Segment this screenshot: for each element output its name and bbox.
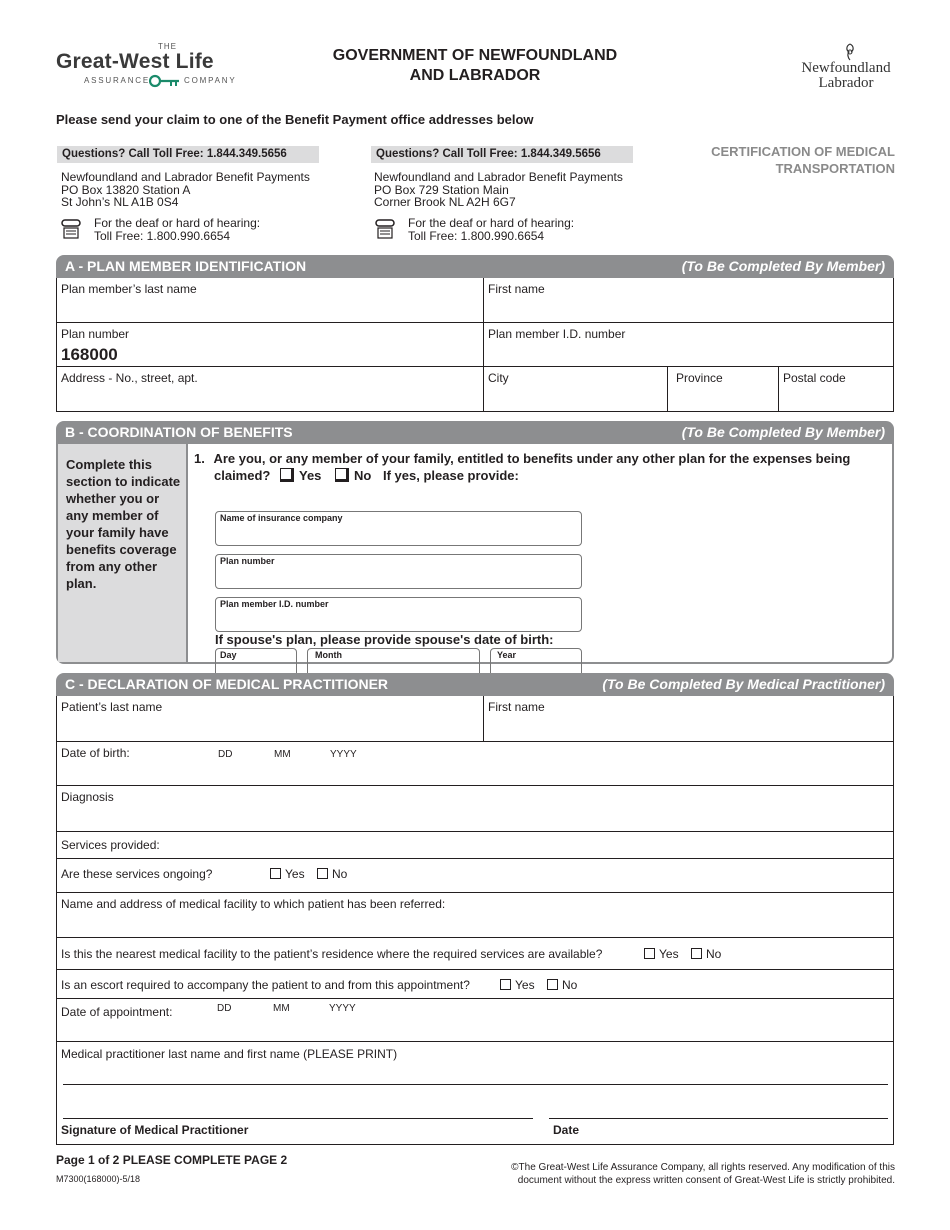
- nearest-yes-checkbox[interactable]: [644, 948, 655, 959]
- tty-icon: [60, 218, 82, 240]
- logo-the: THE: [158, 42, 177, 51]
- other-plan-number-field[interactable]: [215, 554, 582, 589]
- plan-number-value: 168000: [61, 345, 118, 364]
- copyright-line2: document without the express written consent of Great-West Life is strictly prohibited.: [517, 1175, 895, 1186]
- escort-no-label: No: [562, 978, 578, 992]
- nl-logo-line1: Newfoundland: [801, 60, 891, 76]
- first-name-field[interactable]: [484, 278, 894, 323]
- province-label: Province: [676, 371, 723, 385]
- ongoing-yes[interactable]: [270, 867, 305, 881]
- appointment-mm: MM: [273, 1003, 290, 1014]
- address-line3: Corner Brook NL A2H 6G7: [374, 195, 516, 209]
- address-line1: Newfoundland and Labrador Benefit Payments: [374, 170, 623, 184]
- address-line2: PO Box 13820 Station A: [61, 182, 191, 197]
- year-label: Year: [497, 650, 517, 660]
- key-icon: [149, 74, 181, 88]
- address-label: Address - No., street, apt.: [61, 371, 198, 385]
- practitioner-name-label: Medical practitioner last name and first name (PLEASE PRINT): [61, 1047, 398, 1061]
- section-c-header: [56, 673, 894, 696]
- form-code: M7300(168000)-5/18: [56, 1174, 141, 1184]
- nearest-no[interactable]: [691, 947, 721, 961]
- tty-line1: For the deaf or hard of hearing:: [408, 216, 575, 230]
- tty-text: [408, 217, 574, 242]
- member-id-field[interactable]: [484, 323, 894, 367]
- services-row[interactable]: [57, 832, 893, 859]
- section-c-grid: [56, 696, 894, 1145]
- facility-label: Name and address of medical facility to which patient has been referred:: [61, 897, 446, 911]
- gov-line2: AND LABRADOR: [409, 67, 541, 84]
- section-b-body: [56, 444, 894, 664]
- ongoing-yes-label: Yes: [285, 867, 305, 881]
- dob-yyyy: YYYY: [330, 749, 357, 760]
- plan-number-label: Plan number: [61, 327, 130, 341]
- no-checkbox[interactable]: [335, 468, 349, 482]
- cert-line1: CERTIFICATION OF MEDICAL: [711, 144, 895, 159]
- yes-label: Yes: [298, 468, 322, 483]
- section-c: [56, 673, 894, 1145]
- nearest-row: [57, 938, 893, 970]
- office-corner-brook: [371, 146, 651, 243]
- escort-yes[interactable]: [500, 978, 535, 992]
- nearest-no-checkbox[interactable]: [691, 948, 702, 959]
- patient-first-name-field[interactable]: [484, 696, 894, 741]
- tty-line2: Toll Free: 1.800.990.6654: [94, 228, 231, 243]
- date-line[interactable]: [549, 1118, 888, 1119]
- postal-code-field[interactable]: [779, 367, 894, 412]
- section-b-header: [56, 421, 894, 444]
- section-a: [56, 255, 894, 412]
- newfoundland-labrador-logo: [790, 42, 902, 92]
- pitcher-plant-icon: [840, 42, 860, 62]
- escort-no[interactable]: [547, 978, 577, 992]
- member-id-label: Plan member I.D. number: [488, 327, 626, 341]
- dob-dd: DD: [218, 749, 233, 760]
- office-st-johns: [57, 146, 337, 243]
- first-name-label: First name: [488, 282, 545, 296]
- day-label: Day: [220, 650, 237, 660]
- appointment-yyyy: YYYY: [329, 1003, 356, 1014]
- diagnosis-row[interactable]: [57, 786, 893, 832]
- other-member-id-field[interactable]: [215, 597, 582, 632]
- address-field[interactable]: [57, 367, 484, 412]
- tty-text: [94, 217, 260, 242]
- escort-label: Is an escort required to accompany the patient to and from this appointment?: [61, 978, 470, 992]
- dob-mm: MM: [274, 749, 291, 760]
- practitioner-name-field[interactable]: [57, 1042, 893, 1145]
- spouse-dob-instruction: If spouse's plan, please provide spouse's date of birth:: [215, 632, 554, 647]
- address-line3: St John’s NL A1B 0S4: [61, 195, 179, 209]
- section-a-header: [56, 255, 894, 278]
- page-indicator: Page 1 of 2 PLEASE COMPLETE PAGE 2: [56, 1153, 288, 1167]
- section-b: [56, 421, 894, 664]
- patient-last-name-field[interactable]: [57, 696, 484, 741]
- ongoing-label: Are these services ongoing?: [61, 867, 213, 881]
- logo-sub-left: ASSURANCE: [84, 76, 150, 85]
- nearest-label: Is this the nearest medical facility to the patient’s residence where the required services are available?: [61, 947, 603, 961]
- city-field[interactable]: [484, 367, 668, 412]
- tty-line1: For the deaf or hard of hearing:: [94, 216, 261, 230]
- patient-name-row: [57, 696, 893, 742]
- ongoing-no[interactable]: [317, 867, 347, 881]
- copyright-line1: ©The Great-West Life Assurance Company, all rights reserved. Any modification of this: [511, 1162, 895, 1173]
- plan-number-field[interactable]: [57, 323, 484, 367]
- send-instructions: Please send your claim to one of the Benefit Payment office addresses below: [56, 112, 534, 127]
- section-a-title: A - PLAN MEMBER IDENTIFICATION: [65, 258, 307, 274]
- section-b-note: (To Be Completed By Member): [681, 424, 885, 440]
- last-name-field[interactable]: [57, 278, 484, 323]
- copyright-notice: [420, 1161, 895, 1187]
- section-a-note: (To Be Completed By Member): [681, 258, 885, 274]
- yes-option[interactable]: [280, 468, 321, 483]
- insurance-company-label: Name of insurance company: [220, 513, 343, 523]
- office-address: [371, 171, 651, 209]
- dob-row[interactable]: [57, 742, 893, 786]
- appointment-row[interactable]: [57, 999, 893, 1042]
- no-label: No: [354, 468, 372, 483]
- question-line2: claimed?: [214, 468, 271, 483]
- office-address: [57, 171, 337, 209]
- signature-label: Signature of Medical Practitioner: [61, 1123, 249, 1137]
- question-line1: Are you, or any member of your family, entitled to benefits under any other plan for the expenses being: [213, 451, 851, 466]
- month-label: Month: [315, 650, 342, 660]
- tty-line2: Toll Free: 1.800.990.6654: [408, 228, 545, 243]
- logo-name: Great-West Life: [56, 50, 214, 73]
- last-name-label: Plan member’s last name: [61, 282, 197, 296]
- address-line1: Newfoundland and Labrador Benefit Payments: [61, 170, 310, 184]
- cert-line2: TRANSPORTATION: [775, 161, 895, 176]
- escort-yes-checkbox[interactable]: [500, 979, 511, 990]
- section-a-grid: [56, 278, 894, 412]
- ongoing-no-label: No: [332, 867, 348, 881]
- services-label: Services provided:: [61, 838, 160, 852]
- tty-icon: [374, 218, 396, 240]
- province-field[interactable]: [668, 367, 779, 412]
- section-b-sidebar: [58, 444, 188, 662]
- no-option[interactable]: [335, 468, 371, 483]
- coordination-question: [194, 450, 884, 484]
- nl-logo-line2: Labrador: [818, 75, 874, 91]
- ongoing-row: [57, 859, 893, 893]
- appointment-label: Date of appointment:: [61, 1005, 173, 1019]
- gov-line1: GOVERNMENT OF NEWFOUNDLAND: [332, 47, 618, 64]
- toll-free-bar: Questions? Call Toll Free: 1.844.349.5656: [57, 146, 319, 163]
- address-line2: PO Box 729 Station Main: [374, 182, 509, 197]
- nearest-yes-label: Yes: [659, 947, 679, 961]
- signature-line[interactable]: [63, 1118, 533, 1119]
- yes-checkbox[interactable]: [280, 468, 294, 482]
- city-label: City: [488, 371, 509, 385]
- government-title: [300, 46, 650, 86]
- patient-last-name-label: Patient’s last name: [61, 700, 163, 714]
- logo-sub-right: COMPANY: [184, 76, 237, 85]
- escort-yes-label: Yes: [515, 978, 535, 992]
- postal-code-label: Postal code: [783, 371, 846, 385]
- appointment-dd: DD: [217, 1003, 232, 1014]
- patient-first-name-label: First name: [488, 700, 545, 714]
- great-west-life-logo: [56, 42, 278, 90]
- section-c-title: C - DECLARATION OF MEDICAL PRACTITIONER: [65, 676, 389, 692]
- other-member-id-label: Plan member I.D. number: [220, 599, 329, 609]
- facility-row[interactable]: [57, 893, 893, 938]
- nearest-no-label: No: [706, 947, 722, 961]
- ongoing-no-checkbox[interactable]: [317, 868, 328, 879]
- escort-row: [57, 970, 893, 999]
- escort-no-checkbox[interactable]: [547, 979, 558, 990]
- nearest-yes[interactable]: [644, 947, 679, 961]
- dob-label: Date of birth:: [61, 746, 130, 760]
- toll-free-bar: Questions? Call Toll Free: 1.844.349.5656: [371, 146, 633, 163]
- if-yes-text: If yes, please provide:: [383, 468, 519, 483]
- question-number: 1.: [194, 451, 205, 466]
- insurance-company-field[interactable]: [215, 511, 582, 546]
- diagnosis-label: Diagnosis: [61, 790, 114, 804]
- other-plan-number-label: Plan number: [220, 556, 275, 566]
- practitioner-name-line: [63, 1084, 888, 1085]
- section-b-side-text: Complete this section to indicate whether you or any member of your family have benefits coverage from any other plan.: [66, 457, 181, 591]
- section-c-note: (To Be Completed By Medical Practitioner): [602, 676, 885, 692]
- date-label: Date: [553, 1123, 580, 1137]
- ongoing-yes-checkbox[interactable]: [270, 868, 281, 879]
- section-b-title: B - COORDINATION OF BENEFITS: [65, 424, 293, 440]
